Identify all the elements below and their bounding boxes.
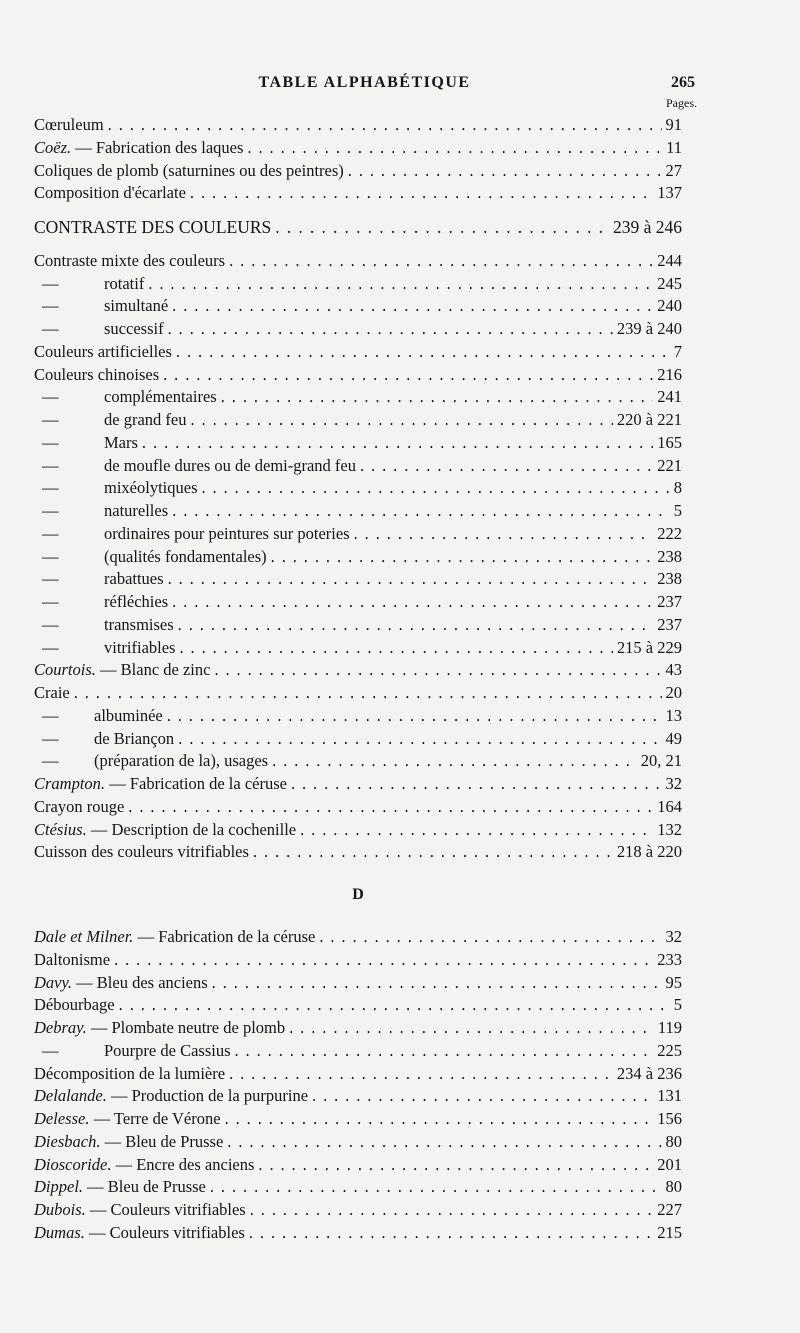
page-reference: 95	[665, 972, 682, 992]
entry-heading	[34, 523, 350, 546]
page-number: 265	[671, 74, 695, 91]
index-entry	[34, 796, 682, 819]
entry-text: — Bleu de Prusse	[83, 1177, 206, 1197]
repeat-dash: —	[42, 637, 59, 657]
leader-dots	[354, 523, 654, 546]
page-reference: 5	[673, 995, 682, 1015]
index-entry-major	[34, 216, 682, 239]
repeat-dash: —	[42, 296, 59, 316]
page-reference: 132	[657, 819, 682, 839]
entry-text: simultané	[104, 296, 169, 316]
index-entry	[34, 1108, 682, 1131]
index-entry	[34, 137, 682, 160]
entry-heading	[34, 1040, 231, 1063]
entry-heading	[34, 341, 172, 364]
repeat-dash: —	[42, 319, 59, 338]
index-entry	[34, 250, 682, 273]
repeat-dash: —	[42, 432, 59, 452]
leader-dots	[258, 1154, 653, 1177]
leader-dots	[272, 750, 637, 773]
entry-heading	[34, 773, 287, 796]
page-reference: 20	[665, 683, 682, 702]
entry-heading	[34, 926, 315, 949]
entry-text: naturelles	[104, 501, 169, 520]
repeat-dash: —	[42, 1040, 59, 1060]
entry-heading	[34, 1063, 225, 1086]
repeat-dash: —	[42, 478, 59, 498]
leader-dots	[142, 432, 653, 455]
entry-text: Composition d'écarlate	[34, 183, 186, 203]
entry-heading	[34, 409, 186, 432]
page-reference: 7	[673, 341, 682, 361]
index-subentry	[34, 705, 682, 728]
index-subentry	[34, 295, 682, 318]
entry-text: réfléchies	[104, 592, 169, 611]
leader-dots	[74, 682, 662, 705]
repeat-dash: —	[42, 751, 59, 771]
entry-heading	[34, 318, 164, 341]
entry-author: Davy.	[34, 972, 73, 992]
entry-author: Dumas.	[34, 1222, 85, 1242]
entry-heading	[34, 994, 115, 1017]
index-entry	[34, 364, 682, 387]
index-entry	[34, 682, 682, 705]
index-subentry	[34, 523, 682, 546]
leader-dots	[360, 455, 653, 478]
entry-heading	[34, 295, 168, 318]
entry-author: Dioscoride.	[34, 1154, 112, 1174]
entry-heading	[34, 546, 267, 569]
entry-text: successif	[104, 319, 164, 338]
entry-text: (qualités fondamentales)	[104, 546, 267, 566]
leader-dots	[235, 1040, 654, 1063]
page-reference: 91	[665, 115, 682, 134]
page-reference: 131	[657, 1086, 682, 1106]
entry-text: Mars	[104, 432, 138, 452]
entry-text: albuminée	[94, 705, 163, 725]
leader-dots	[212, 972, 662, 995]
page-reference: 238	[657, 569, 682, 589]
index-entry	[34, 773, 682, 796]
index-entry	[34, 341, 682, 364]
leader-dots	[348, 160, 662, 183]
entry-text: — Bleu des anciens	[72, 972, 208, 992]
leader-dots	[291, 773, 662, 796]
page-reference: 215	[657, 1222, 682, 1242]
page-reference: 245	[657, 273, 682, 293]
leader-dots	[247, 137, 662, 160]
repeat-dash: —	[42, 614, 59, 634]
index-entry	[34, 841, 682, 864]
leader-dots	[190, 182, 653, 205]
leader-dots	[148, 273, 653, 296]
entry-heading	[34, 750, 268, 773]
leader-dots	[300, 819, 653, 842]
entry-author: Delesse.	[34, 1109, 90, 1128]
leader-dots	[312, 1085, 653, 1108]
page-reference: 215 à 229	[616, 637, 682, 657]
section-letter-heading: D	[352, 886, 364, 903]
entry-text: rotatif	[104, 273, 145, 293]
leader-dots	[253, 841, 613, 864]
entry-author: Diesbach.	[34, 1131, 101, 1151]
entry-heading	[34, 1199, 246, 1222]
page-reference: 241	[657, 387, 682, 407]
entry-text: Daltonisme	[34, 949, 111, 969]
entry-heading	[34, 1222, 245, 1245]
entry-text: Coliques de plomb (saturnines ou des peintres)	[34, 160, 344, 180]
entry-text: — Description de la cochenille	[86, 819, 297, 839]
page-reference: 244	[657, 250, 682, 270]
entry-heading	[34, 1131, 223, 1154]
entry-heading	[34, 364, 159, 387]
index-subentry	[34, 318, 682, 341]
entry-text: CONTRASTE DES COULEURS	[34, 217, 272, 237]
entry-text: mixéolytiques	[104, 478, 198, 498]
leader-dots	[210, 1176, 662, 1199]
repeat-dash: —	[42, 523, 59, 543]
leader-dots	[225, 1108, 654, 1131]
entry-text: — Fabrication de la céruse	[105, 774, 287, 793]
index-entry	[34, 1154, 682, 1177]
page-reference: 156	[657, 1109, 682, 1128]
entry-text: (préparation de la), usages	[94, 751, 269, 771]
index-entry	[34, 659, 682, 682]
entry-heading	[34, 819, 296, 842]
page-reference: 32	[665, 774, 682, 793]
index-subentry	[34, 591, 682, 614]
leader-dots	[190, 409, 612, 432]
entry-text: — Fabrication de la céruse	[133, 927, 316, 946]
index-entry	[34, 994, 682, 1017]
index-subentry	[34, 409, 682, 432]
index-entry	[34, 972, 682, 995]
page-reference: 137	[657, 183, 682, 203]
entry-text: Décomposition de la lumière	[34, 1063, 226, 1083]
page-reference: 237	[657, 614, 682, 634]
entry-text: — Plombate neutre de plomb	[86, 1018, 286, 1037]
page-reference: 49	[665, 728, 682, 748]
page-reference: 221	[657, 455, 682, 475]
leader-dots	[178, 614, 654, 637]
leader-dots	[167, 705, 662, 728]
entry-text: transmises	[104, 614, 174, 634]
repeat-dash: —	[42, 455, 59, 475]
leader-dots	[229, 250, 653, 273]
index-subentry	[34, 546, 682, 569]
entry-text: Pourpre de Cassius	[104, 1040, 231, 1060]
leader-dots	[114, 949, 653, 972]
index-entry	[34, 1063, 682, 1086]
entry-heading	[34, 949, 110, 972]
entry-author: Dippel.	[34, 1177, 84, 1197]
entry-text: — Blanc de zinc	[95, 660, 211, 680]
entry-text: Cœruleum	[34, 115, 104, 134]
entry-text: — Bleu de Prusse	[100, 1131, 224, 1151]
leader-dots	[271, 546, 654, 569]
entry-heading	[34, 182, 186, 205]
leader-dots	[168, 568, 654, 591]
entry-text: — Fabrication des laques	[71, 137, 244, 157]
entry-heading	[34, 972, 208, 995]
leader-dots	[108, 114, 662, 137]
page-reference: 201	[657, 1154, 682, 1174]
repeat-dash: —	[42, 410, 59, 429]
page-reference: 239 à 240	[616, 319, 682, 338]
index-entry	[34, 1085, 682, 1108]
entry-heading	[34, 386, 217, 409]
repeat-dash: —	[42, 273, 59, 293]
page-reference: 233	[657, 949, 682, 969]
entry-text: ordinaires pour peintures sur poteries	[104, 523, 350, 543]
leader-dots	[202, 477, 670, 500]
entry-heading	[34, 273, 144, 296]
page-reference: 225	[657, 1040, 682, 1060]
index-entry	[34, 1176, 682, 1199]
entry-text: de moufle dures ou de demi-grand feu	[104, 455, 356, 475]
page-reference: 43	[665, 660, 682, 680]
entry-heading	[34, 477, 198, 500]
index-subentry	[34, 432, 682, 455]
entry-heading	[34, 432, 138, 455]
leader-dots	[179, 637, 612, 660]
entry-author: Coëz.	[34, 137, 72, 157]
index-subentry	[34, 500, 682, 523]
entry-heading	[34, 841, 249, 864]
page-reference: 8	[673, 478, 682, 498]
page-reference: 238	[657, 546, 682, 566]
leader-dots	[275, 216, 609, 239]
index-entry	[34, 1017, 682, 1040]
index-entry	[34, 1131, 682, 1154]
entry-heading	[34, 682, 70, 705]
entry-heading	[34, 614, 174, 637]
entry-heading	[34, 114, 104, 137]
index-subentry	[34, 728, 682, 751]
index-entry	[34, 114, 682, 137]
entry-heading	[34, 250, 225, 273]
page-reference: 27	[665, 160, 682, 180]
leader-dots	[168, 318, 613, 341]
page-reference: 220 à 221	[616, 410, 682, 429]
entry-text: — Terre de Vérone	[89, 1109, 221, 1128]
page-reference: 20, 21	[640, 751, 682, 771]
leader-dots	[227, 1131, 661, 1154]
page-reference: 227	[657, 1200, 682, 1219]
page-reference: 80	[665, 1177, 682, 1197]
entry-text: Crayon rouge	[34, 796, 125, 816]
page-reference: 222	[657, 523, 682, 543]
leader-dots	[172, 295, 653, 318]
entry-text: rabattues	[104, 569, 164, 589]
index-subentry	[34, 568, 682, 591]
index-entry	[34, 926, 682, 949]
repeat-dash: —	[42, 569, 59, 589]
entry-text: de grand feu	[104, 410, 187, 429]
entry-text: vitrifiables	[104, 637, 176, 657]
leader-dots	[289, 1017, 654, 1040]
entry-author: Debray.	[34, 1018, 87, 1037]
entry-heading	[34, 659, 210, 682]
entry-author: Dubois.	[34, 1200, 86, 1219]
leader-dots	[163, 364, 653, 387]
entry-text: complémentaires	[104, 387, 217, 407]
leader-dots	[249, 1222, 653, 1245]
entry-heading	[34, 500, 168, 523]
index-entry	[34, 1222, 682, 1245]
leader-dots	[250, 1199, 654, 1222]
entry-heading	[34, 216, 271, 239]
index-subentry	[34, 273, 682, 296]
entry-text: de Briançon	[94, 728, 175, 748]
leader-dots	[319, 926, 661, 949]
entry-author: Delalande.	[34, 1086, 107, 1106]
entry-author: Courtois.	[34, 660, 96, 680]
entry-heading	[34, 1154, 254, 1177]
leader-dots	[119, 994, 670, 1017]
leader-dots	[229, 1063, 613, 1086]
page-reference: 218 à 220	[616, 842, 682, 862]
repeat-dash: —	[42, 705, 59, 725]
index-subentry	[34, 477, 682, 500]
repeat-dash: —	[42, 728, 59, 748]
page-reference: 80	[665, 1131, 682, 1151]
index-entry	[34, 182, 682, 205]
entry-author: Ctésius.	[34, 819, 87, 839]
page-reference: 119	[657, 1018, 682, 1037]
page-reference: 237	[657, 592, 682, 611]
index-subentry	[34, 614, 682, 637]
entry-heading	[34, 568, 164, 591]
entry-text: — Couleurs vitrifiables	[84, 1222, 245, 1242]
entry-text: Débourbage	[34, 995, 115, 1015]
running-header: TABLE ALPHABÉTIQUE	[258, 74, 471, 91]
repeat-dash: —	[42, 387, 59, 407]
page-reference: 165	[657, 432, 682, 452]
entry-heading	[34, 1085, 308, 1108]
leader-dots	[172, 591, 653, 614]
entry-heading	[34, 1108, 221, 1131]
index-entries	[34, 114, 682, 1245]
entry-text: — Production de la purpurine	[106, 1086, 309, 1106]
entry-text: Couleurs chinoises	[34, 364, 160, 384]
entry-text: — Couleurs vitrifiables	[85, 1200, 246, 1219]
page-reference: 164	[657, 796, 682, 816]
entry-heading	[34, 455, 356, 478]
page-reference: 216	[657, 364, 682, 384]
index-subentry	[34, 386, 682, 409]
pages-column-label: Pages.	[666, 96, 697, 110]
page-reference: 11	[666, 137, 682, 157]
leader-dots	[176, 341, 670, 364]
index-subentry	[34, 1040, 682, 1063]
entry-author: Dale et Milner.	[34, 927, 134, 946]
entry-text: Contraste mixte des couleurs	[34, 250, 226, 270]
entry-heading	[34, 796, 124, 819]
page-reference: 240	[657, 296, 682, 316]
page-reference: 32	[665, 927, 682, 946]
leader-dots	[178, 728, 661, 751]
page-reference: 13	[665, 705, 682, 725]
index-subentry	[34, 750, 682, 773]
index-subentry	[34, 455, 682, 478]
entry-heading	[34, 1176, 206, 1199]
entry-text: Couleurs artificielles	[34, 341, 172, 361]
index-entry	[34, 1199, 682, 1222]
leader-dots	[221, 386, 654, 409]
index-subentry	[34, 637, 682, 660]
page-reference: 239 à 246	[612, 217, 682, 237]
index-entry	[34, 949, 682, 972]
entry-heading	[34, 705, 163, 728]
entry-heading	[34, 160, 344, 183]
entry-heading	[34, 137, 243, 160]
index-entry	[34, 160, 682, 183]
repeat-dash: —	[42, 501, 59, 520]
leader-dots	[172, 500, 670, 523]
entry-text: Cuisson des couleurs vitrifiables	[34, 842, 249, 862]
entry-text: — Encre des anciens	[111, 1154, 255, 1174]
entry-heading	[34, 637, 175, 660]
entry-heading	[34, 591, 168, 614]
leader-dots	[214, 659, 661, 682]
entry-author: Crampton.	[34, 774, 106, 793]
index-entry	[34, 819, 682, 842]
entry-text: Craie	[34, 683, 70, 702]
entry-heading	[34, 728, 174, 751]
entry-heading	[34, 1017, 285, 1040]
leader-dots	[128, 796, 653, 819]
repeat-dash: —	[42, 592, 59, 611]
page-reference: 234 à 236	[616, 1063, 682, 1083]
page-reference: 5	[673, 501, 682, 520]
repeat-dash: —	[42, 546, 59, 566]
